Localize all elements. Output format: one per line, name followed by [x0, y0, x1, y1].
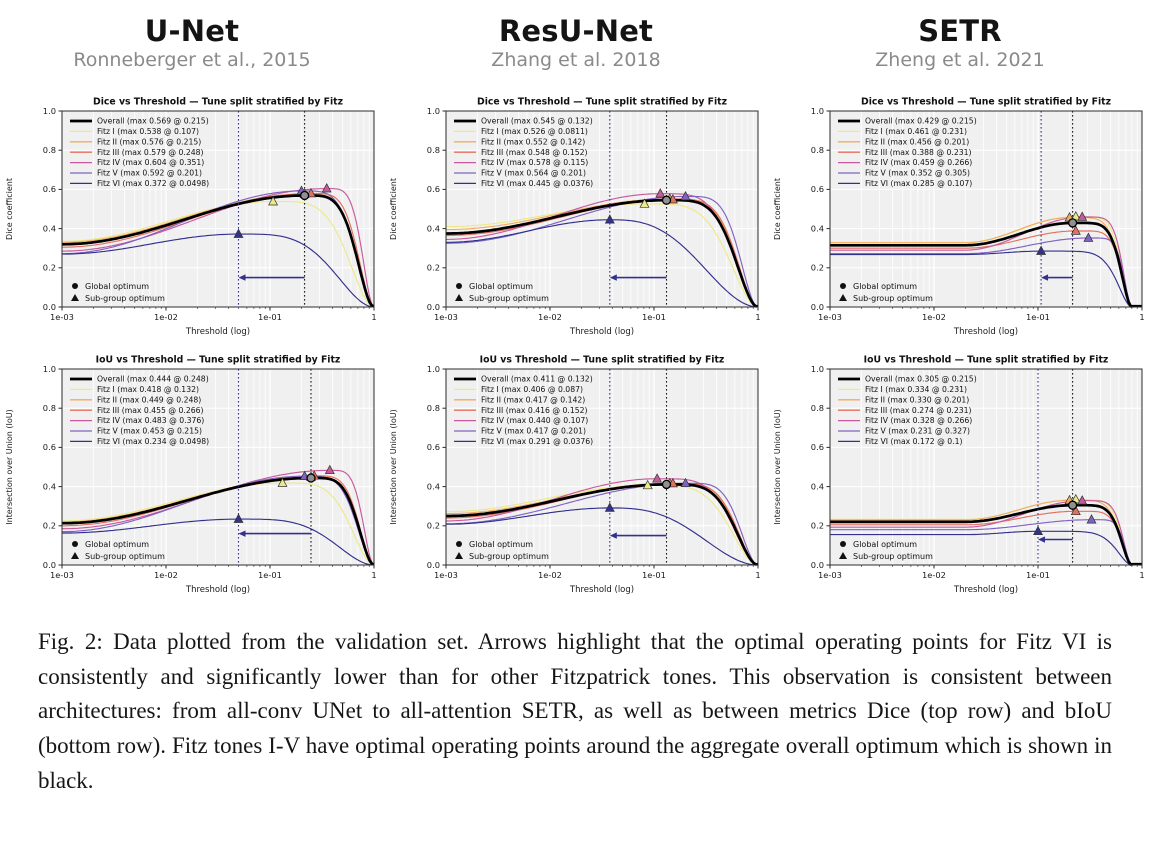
svg-text:0.0: 0.0 [810, 559, 824, 570]
svg-text:Fitz I (max 0.418 @ 0.132): Fitz I (max 0.418 @ 0.132) [97, 385, 199, 394]
svg-text:Fitz V (max 0.453 @ 0.215): Fitz V (max 0.453 @ 0.215) [97, 426, 202, 436]
svg-text:1e-03: 1e-03 [434, 312, 458, 322]
svg-text:0.8: 0.8 [810, 145, 824, 155]
svg-text:1.0: 1.0 [42, 105, 56, 116]
subplot-title: IoU vs Threshold — Tune split stratified by Fitz [95, 354, 341, 366]
svg-text:Fitz V (max 0.592 @ 0.201): Fitz V (max 0.592 @ 0.201) [97, 168, 202, 178]
svg-text:0.4: 0.4 [426, 481, 440, 492]
svg-text:0.4: 0.4 [42, 223, 56, 234]
svg-text:Sub-group optimum: Sub-group optimum [853, 294, 933, 303]
svg-text:0.8: 0.8 [42, 145, 56, 155]
svg-text:0.4: 0.4 [426, 223, 440, 234]
x-axis-label: Threshold (log) [185, 327, 251, 337]
svg-text:Sub-group optimum: Sub-group optimum [853, 552, 933, 561]
svg-text:Fitz IV (max 0.604 @ 0.351): Fitz IV (max 0.604 @ 0.351) [97, 158, 205, 168]
subplot-title: Dice vs Threshold — Tune split stratified by Fitz [860, 96, 1112, 108]
chart-setr-dice [768, 95, 1152, 353]
svg-text:Global optimum: Global optimum [853, 540, 918, 549]
svg-text:1.0: 1.0 [426, 363, 440, 374]
svg-text:Fitz IV (max 0.459 @ 0.266): Fitz IV (max 0.459 @ 0.266) [865, 158, 973, 168]
svg-text:0.6: 0.6 [426, 442, 440, 453]
svg-text:Overall (max 0.429 @ 0.215): Overall (max 0.429 @ 0.215) [865, 116, 977, 126]
svg-text:0.6: 0.6 [426, 184, 440, 195]
svg-text:0.8: 0.8 [810, 403, 824, 413]
svg-text:Fitz V (max 0.417 @ 0.201): Fitz V (max 0.417 @ 0.201) [481, 426, 586, 436]
svg-text:Fitz VI (max 0.372 @ 0.0498): Fitz VI (max 0.372 @ 0.0498) [97, 179, 210, 188]
svg-text:1.0: 1.0 [426, 105, 440, 116]
svg-text:0.0: 0.0 [42, 559, 56, 570]
architecture-citation-unet: Ronneberger et al., 2015 [73, 49, 311, 71]
svg-text:1: 1 [755, 570, 761, 580]
global-optimum-marker [307, 474, 315, 482]
y-axis-label: Intersection over Union (IoU) [773, 409, 782, 525]
svg-text:1e-03: 1e-03 [434, 570, 458, 580]
architecture-title-resunet: ResU-Net [498, 14, 654, 48]
svg-text:Global optimum: Global optimum [85, 540, 150, 549]
svg-text:Fitz III (max 0.455 @ 0.266): Fitz III (max 0.455 @ 0.266) [97, 405, 204, 415]
svg-text:1e-01: 1e-01 [642, 570, 666, 580]
svg-text:0.4: 0.4 [810, 223, 824, 234]
svg-text:0.8: 0.8 [42, 403, 56, 413]
svg-text:0.6: 0.6 [42, 442, 56, 453]
svg-text:1e-03: 1e-03 [818, 312, 842, 322]
charts-grid [0, 95, 1152, 611]
svg-text:1e-01: 1e-01 [258, 570, 282, 580]
architecture-title-unet: U-Net [144, 14, 240, 48]
svg-text:Overall (max 0.545 @ 0.132): Overall (max 0.545 @ 0.132) [481, 116, 593, 126]
svg-text:Fitz V (max 0.231 @ 0.327): Fitz V (max 0.231 @ 0.327) [865, 426, 970, 436]
svg-text:Fitz VI (max 0.291 @ 0.0376): Fitz VI (max 0.291 @ 0.0376) [481, 437, 594, 446]
architecture-citation-setr: Zheng et al. 2021 [875, 49, 1045, 71]
y-axis-label: Dice coefficient [389, 178, 398, 240]
svg-text:Sub-group optimum: Sub-group optimum [469, 294, 549, 303]
svg-text:0.2: 0.2 [810, 262, 824, 273]
global-optimum-marker [663, 480, 671, 488]
svg-text:1: 1 [755, 312, 761, 322]
svg-text:1e-02: 1e-02 [154, 570, 178, 580]
x-axis-label: Threshold (log) [953, 327, 1019, 337]
chart-setr-iou [768, 353, 1152, 611]
svg-text:1: 1 [371, 570, 377, 580]
svg-text:0.6: 0.6 [810, 442, 824, 453]
svg-text:Fitz VI (max 0.445 @ 0.0376): Fitz VI (max 0.445 @ 0.0376) [481, 179, 594, 188]
svg-text:Fitz V (max 0.352 @ 0.305): Fitz V (max 0.352 @ 0.305) [865, 168, 970, 178]
svg-text:Fitz I (max 0.334 @ 0.231): Fitz I (max 0.334 @ 0.231) [865, 385, 967, 394]
svg-text:Fitz III (max 0.548 @ 0.152): Fitz III (max 0.548 @ 0.152) [481, 147, 588, 157]
svg-text:Fitz IV (max 0.440 @ 0.107): Fitz IV (max 0.440 @ 0.107) [481, 416, 589, 426]
x-axis-label: Threshold (log) [953, 585, 1019, 595]
svg-text:0.0: 0.0 [426, 559, 440, 570]
svg-text:1e-03: 1e-03 [818, 570, 842, 580]
svg-text:1.0: 1.0 [810, 105, 824, 116]
svg-text:0.6: 0.6 [42, 184, 56, 195]
svg-text:Sub-group optimum: Sub-group optimum [469, 552, 549, 561]
svg-text:Global optimum: Global optimum [85, 282, 150, 291]
figure-caption: Fig. 2: Data plotted from the validation set. Arrows highlight that the optimal operating points for Fitz VI is consistently and significantly lower than for other Fitzpatrick tones. This observation is consistent between architectures: from all-conv UNet to all-attention SETR, as well as between metrics Dice (top row) and bIoU (bottom row). Fitz tones I-V have optimal operating points around the aggregate overall optimum which is shown in black. [38, 629, 1112, 793]
header-setr [768, 14, 1152, 95]
subplot-title: IoU vs Threshold — Tune split stratified by Fitz [863, 354, 1109, 366]
svg-text:0.0: 0.0 [810, 301, 824, 312]
svg-text:1.0: 1.0 [810, 363, 824, 374]
y-axis-label: Intersection over Union (IoU) [389, 409, 398, 525]
svg-text:Fitz IV (max 0.328 @ 0.266): Fitz IV (max 0.328 @ 0.266) [865, 416, 973, 426]
svg-text:Fitz III (max 0.388 @ 0.231): Fitz III (max 0.388 @ 0.231) [865, 147, 972, 157]
x-axis-label: Threshold (log) [569, 585, 635, 595]
svg-text:Fitz VI (max 0.285 @ 0.107): Fitz VI (max 0.285 @ 0.107) [865, 179, 973, 188]
svg-text:0.2: 0.2 [810, 520, 824, 531]
svg-text:Fitz V (max 0.564 @ 0.201): Fitz V (max 0.564 @ 0.201) [481, 168, 586, 178]
x-axis-label: Threshold (log) [569, 327, 635, 337]
svg-text:Fitz II (max 0.330 @ 0.201): Fitz II (max 0.330 @ 0.201) [865, 395, 970, 405]
svg-text:1e-02: 1e-02 [538, 570, 562, 580]
svg-text:Global optimum: Global optimum [469, 540, 534, 549]
svg-text:1e-01: 1e-01 [1026, 312, 1050, 322]
svg-text:0.0: 0.0 [426, 301, 440, 312]
chart-unet-iou [0, 353, 384, 611]
svg-text:Global optimum: Global optimum [469, 282, 534, 291]
svg-text:1e-01: 1e-01 [258, 312, 282, 322]
svg-text:0.6: 0.6 [810, 184, 824, 195]
svg-text:0.4: 0.4 [810, 481, 824, 492]
global-optimum-legend-icon [456, 541, 462, 547]
svg-text:1e-03: 1e-03 [50, 570, 74, 580]
svg-text:0.2: 0.2 [426, 520, 440, 531]
chart-resunet-iou [384, 353, 768, 611]
svg-text:Fitz I (max 0.526 @ 0.0811): Fitz I (max 0.526 @ 0.0811) [481, 127, 588, 136]
svg-text:Fitz IV (max 0.578 @ 0.115): Fitz IV (max 0.578 @ 0.115) [481, 158, 589, 168]
global-optimum-marker [1069, 219, 1077, 227]
svg-text:Fitz III (max 0.274 @ 0.231): Fitz III (max 0.274 @ 0.231) [865, 405, 972, 415]
svg-text:0.8: 0.8 [426, 145, 440, 155]
svg-text:Fitz II (max 0.449 @ 0.248): Fitz II (max 0.449 @ 0.248) [97, 395, 202, 405]
svg-text:Fitz II (max 0.417 @ 0.142): Fitz II (max 0.417 @ 0.142) [481, 395, 586, 405]
svg-text:Fitz III (max 0.416 @ 0.152): Fitz III (max 0.416 @ 0.152) [481, 405, 588, 415]
svg-text:0.4: 0.4 [42, 481, 56, 492]
svg-text:Fitz VI (max 0.234 @ 0.0498): Fitz VI (max 0.234 @ 0.0498) [97, 437, 210, 446]
chart-resunet-dice [384, 95, 768, 353]
header-unet [0, 14, 384, 95]
svg-text:0.2: 0.2 [42, 520, 56, 531]
svg-text:1e-01: 1e-01 [1026, 570, 1050, 580]
svg-text:1: 1 [371, 312, 377, 322]
svg-text:Overall (max 0.444 @ 0.248): Overall (max 0.444 @ 0.248) [97, 374, 209, 384]
architecture-headers [0, 0, 1152, 95]
svg-text:0.2: 0.2 [426, 262, 440, 273]
y-axis-label: Dice coefficient [773, 178, 782, 240]
svg-text:Fitz II (max 0.552 @ 0.142): Fitz II (max 0.552 @ 0.142) [481, 137, 586, 147]
svg-text:Sub-group optimum: Sub-group optimum [85, 294, 165, 303]
svg-text:Fitz III (max 0.579 @ 0.248): Fitz III (max 0.579 @ 0.248) [97, 147, 204, 157]
svg-text:Fitz IV (max 0.483 @ 0.376): Fitz IV (max 0.483 @ 0.376) [97, 416, 205, 426]
svg-text:1e-02: 1e-02 [922, 570, 946, 580]
svg-text:Fitz II (max 0.576 @ 0.215): Fitz II (max 0.576 @ 0.215) [97, 137, 202, 147]
architecture-citation-resunet: Zhang et al. 2018 [491, 49, 661, 71]
svg-text:Overall (max 0.411 @ 0.132): Overall (max 0.411 @ 0.132) [481, 374, 593, 384]
global-optimum-legend-icon [456, 283, 462, 289]
svg-text:1: 1 [1139, 570, 1145, 580]
global-optimum-marker [301, 192, 309, 200]
svg-text:1e-03: 1e-03 [50, 312, 74, 322]
svg-text:Overall (max 0.305 @ 0.215): Overall (max 0.305 @ 0.215) [865, 374, 977, 384]
svg-text:Fitz VI (max 0.172 @ 0.1): Fitz VI (max 0.172 @ 0.1) [865, 437, 963, 446]
svg-text:1.0: 1.0 [42, 363, 56, 374]
svg-text:0.2: 0.2 [42, 262, 56, 273]
svg-text:Overall (max 0.569 @ 0.215): Overall (max 0.569 @ 0.215) [97, 116, 209, 126]
svg-text:Fitz I (max 0.538 @ 0.107): Fitz I (max 0.538 @ 0.107) [97, 127, 199, 136]
global-optimum-legend-icon [840, 541, 846, 547]
x-axis-label: Threshold (log) [185, 585, 251, 595]
global-optimum-marker [1069, 501, 1077, 509]
svg-text:Fitz II (max 0.456 @ 0.201): Fitz II (max 0.456 @ 0.201) [865, 137, 970, 147]
subplot-title: IoU vs Threshold — Tune split stratified by Fitz [479, 354, 725, 366]
svg-text:1e-01: 1e-01 [642, 312, 666, 322]
chart-unet-dice [0, 95, 384, 353]
svg-text:1: 1 [1139, 312, 1145, 322]
global-optimum-legend-icon [72, 283, 78, 289]
svg-text:Fitz I (max 0.461 @ 0.231): Fitz I (max 0.461 @ 0.231) [865, 127, 967, 136]
svg-text:Fitz I (max 0.406 @ 0.087): Fitz I (max 0.406 @ 0.087) [481, 385, 583, 394]
global-optimum-marker [663, 196, 671, 204]
global-optimum-legend-icon [72, 541, 78, 547]
svg-text:1e-02: 1e-02 [922, 312, 946, 322]
global-optimum-legend-icon [840, 283, 846, 289]
svg-text:0.8: 0.8 [426, 403, 440, 413]
y-axis-label: Intersection over Union (IoU) [5, 409, 14, 525]
subplot-title: Dice vs Threshold — Tune split stratified by Fitz [476, 96, 728, 108]
svg-text:Sub-group optimum: Sub-group optimum [85, 552, 165, 561]
svg-text:1e-02: 1e-02 [538, 312, 562, 322]
header-resunet [384, 14, 768, 95]
svg-text:1e-02: 1e-02 [154, 312, 178, 322]
svg-text:0.0: 0.0 [42, 301, 56, 312]
y-axis-label: Dice coefficient [5, 178, 14, 240]
svg-text:Global optimum: Global optimum [853, 282, 918, 291]
architecture-title-setr: SETR [918, 14, 1002, 48]
subplot-title: Dice vs Threshold — Tune split stratified by Fitz [92, 96, 344, 108]
